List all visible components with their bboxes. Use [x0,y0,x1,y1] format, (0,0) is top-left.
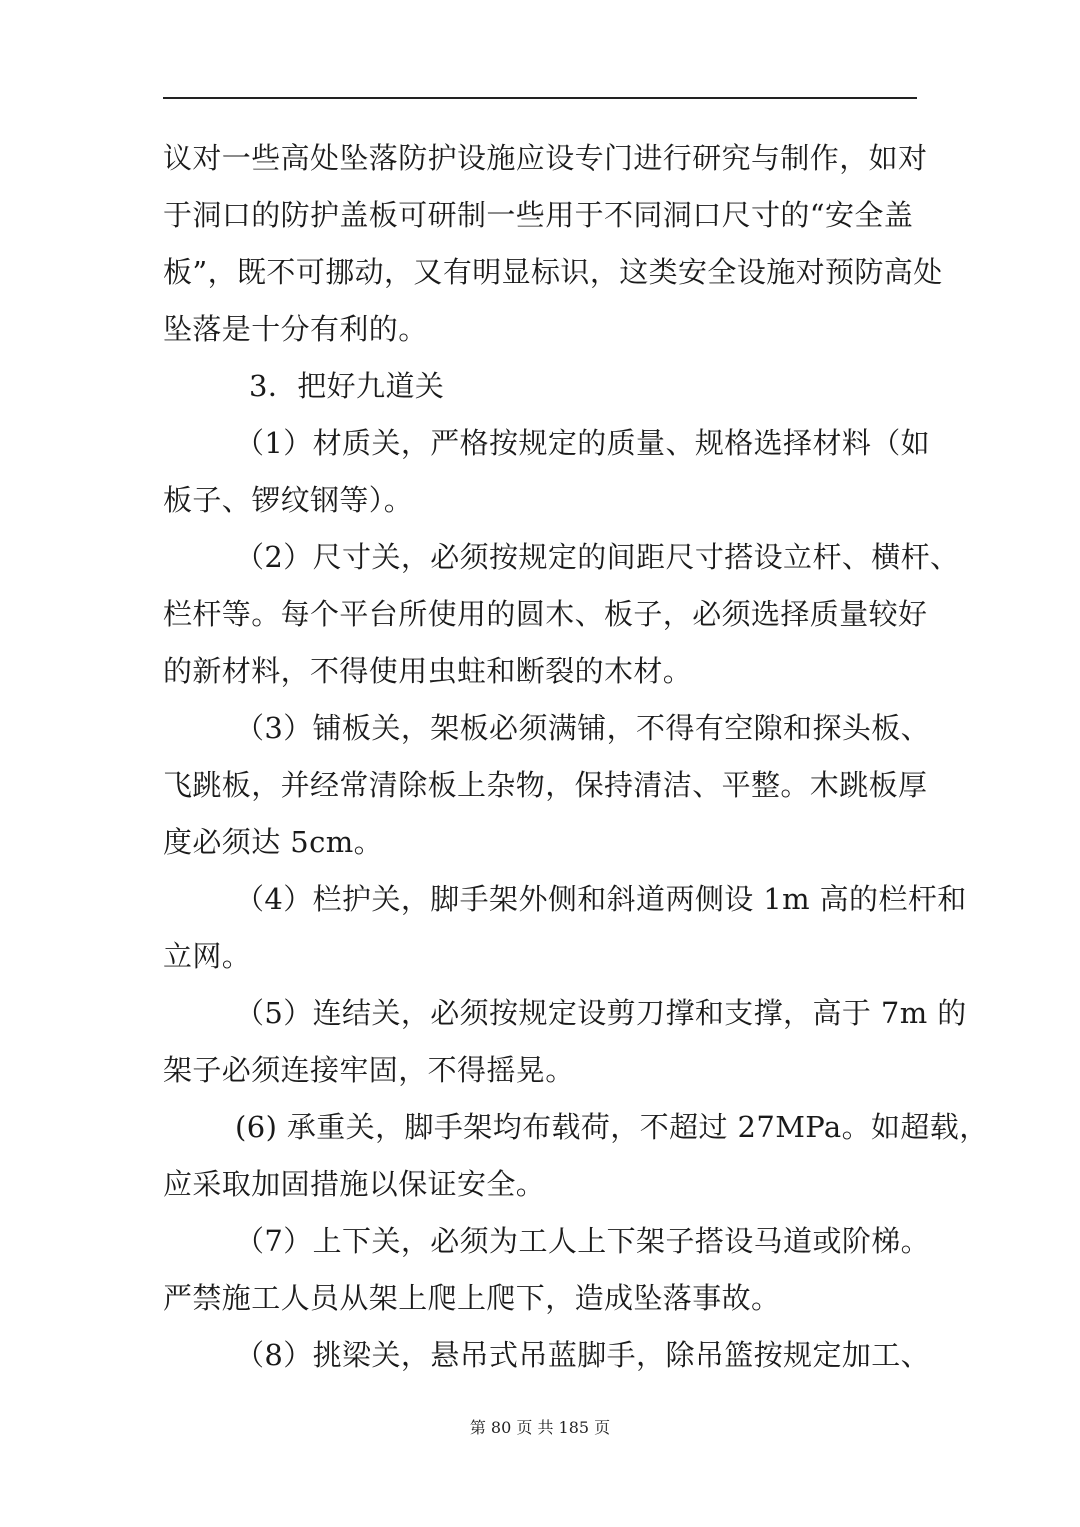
paragraph-line: 板”，既不可挪动，又有明显标识，这类安全设施对预防高处 [163,255,943,289]
page-number-footer: 第 80 页 共 185 页 [469,1418,611,1437]
section-heading: 3．把好九道关 [249,369,445,403]
paragraph-line: 严禁施工人员从架上爬上爬下，造成坠落事故。 [163,1281,781,1315]
paragraph-line: （5）连结关，必须按规定设剪刀撑和支撑，高于 7m 的 [235,996,967,1030]
paragraph-line: 坠落是十分有利的。 [163,312,428,346]
paragraph-line: 立网。 [163,939,252,973]
paragraph-line: 的新材料，不得使用虫蛀和断裂的木材。 [163,654,693,688]
paragraph-line: 议对一些高处坠落防护设施应设专门进行研究与制作，如对 [163,141,928,175]
header-rule [163,97,917,99]
document-body [163,130,989,1384]
paragraph-line: 于洞口的防护盖板可研制一些用于不同洞口尺寸的“安全盖 [163,198,914,232]
paragraph-line: 板子、锣纹钢等）。 [163,483,414,517]
paragraph-line: （1）材质关，严格按规定的质量、规格选择材料（如 [235,426,931,460]
paragraph-line: （7）上下关，必须为工人上下架子搭设马道或阶梯。 [235,1224,931,1258]
paragraph-line: （8）挑梁关，悬吊式吊蓝脚手，除吊篮按规定加工、 [235,1338,931,1372]
paragraph-line: （4）栏护关，脚手架外侧和斜道两侧设 1m 高的栏杆和 [235,882,967,916]
paragraph-line: （3）铺板关，架板必须满铺，不得有空隙和探头板、 [235,711,931,745]
paragraph-line: 栏杆等。每个平台所使用的圆木、板子，必须选择质量较好 [163,597,928,631]
paragraph-line: 度必须达 5cm。 [163,825,384,859]
paragraph-line: 应采取加固措施以保证安全。 [163,1167,546,1201]
paragraph-line: (6) 承重关，脚手架均布载荷，不超过 27MPa。如超载， [235,1110,989,1144]
paragraph-line: 飞跳板，并经常清除板上杂物，保持清洁、平整。木跳板厚 [163,768,928,802]
paragraph-line: （2）尺寸关，必须按规定的间距尺寸搭设立杆、横杆、 [235,540,960,574]
paragraph-line: 架子必须连接牢固，不得摇晃。 [163,1053,575,1087]
